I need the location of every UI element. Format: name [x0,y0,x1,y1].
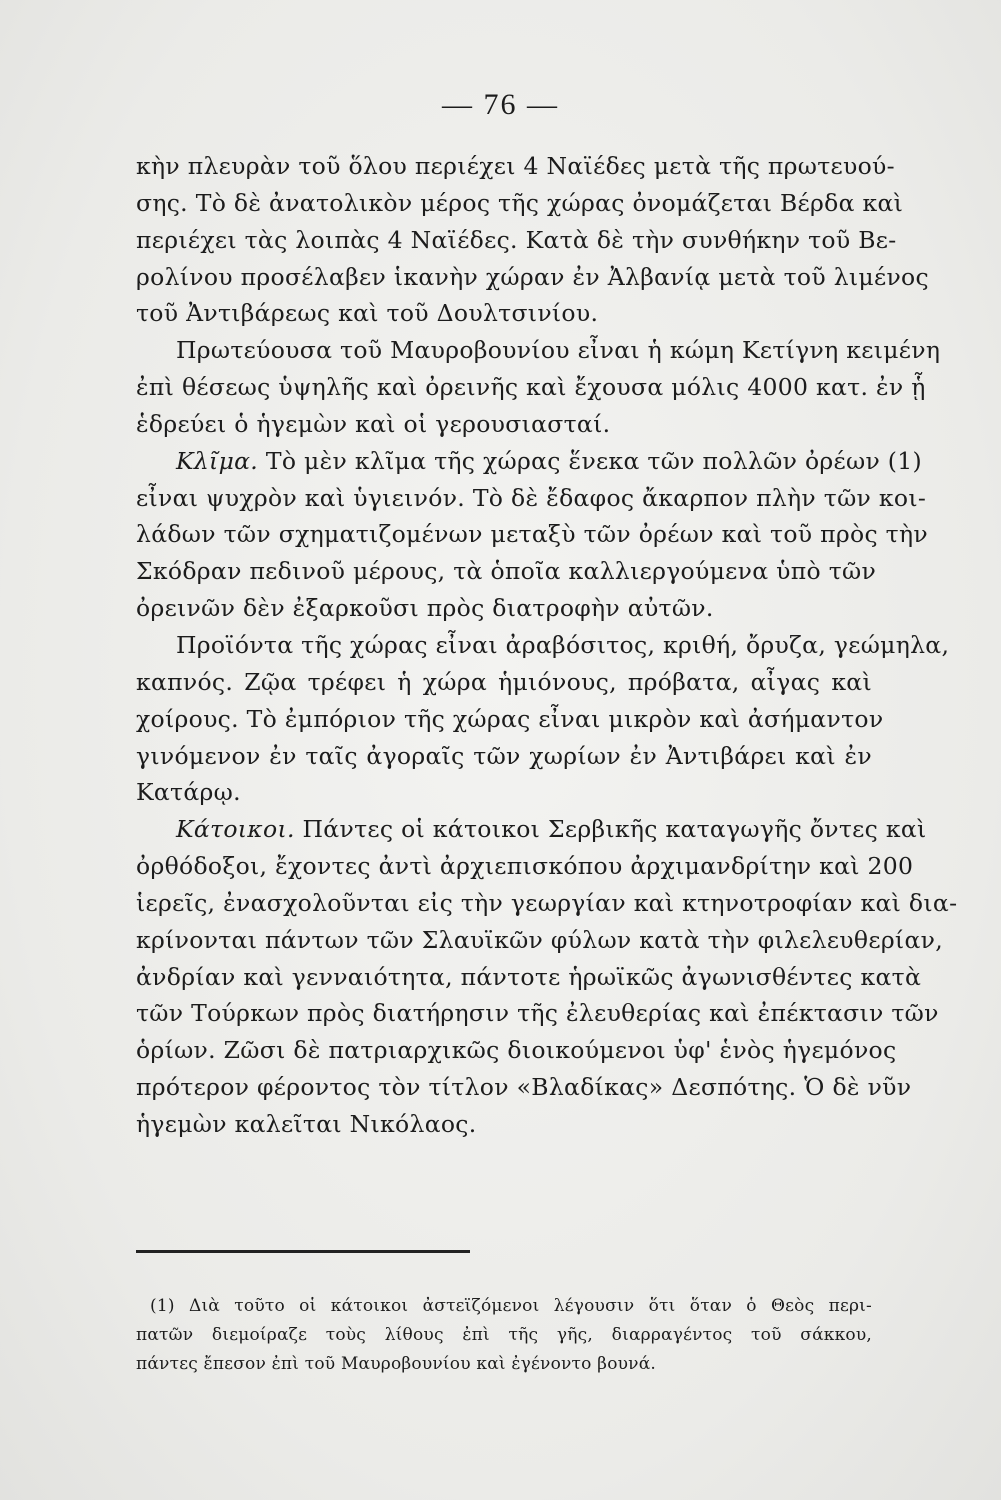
text-line: σης. Τὸ δὲ ἀνατολικὸν μέρος τῆς χώρας ὀνομάζεται Βέρδα καὶ [136,188,904,217]
text-line: χοίρους. Τὸ ἐμπόριον τῆς χώρας εἶναι μικρὸν καὶ ἀσήμαντον [136,704,884,733]
text-line: Σκόδραν πεδινοῦ μέρους, τὰ ὁποῖα καλλιεργούμενα ὑπὸ τῶν [136,557,877,586]
text-line: ἐπὶ θέσεως ὑψηλῆς καὶ ὀρεινῆς καὶ ἔχουσα μόλις 4000 κατ. ἐν ᾗ [136,373,926,402]
body-text [136,148,958,1143]
text-line: ἡγεμὼν καλεῖται Νικόλαος. [136,1109,477,1138]
text-line: Προϊόντα τῆς χώρας εἶναι ἀραβόσιτος, κριθή, ὄρυζα, γεώμηλα, [176,630,950,659]
footnote-line: πάντες ἔπεσον ἐπὶ τοῦ Μαυροβουνίου καὶ ἐγένοντο βουνά. [136,1354,656,1374]
text-line: γινόμενον ἐν ταῖς ἀγοραῖς τῶν χωρίων ἐν Ἀντιβάρει καὶ ἐν [136,741,872,770]
text-line: Κατάρῳ. [136,778,241,807]
text-line: τῶν Τούρκων πρὸς διατήρησιν τῆς ἐλευθερίας καὶ ἐπέκτασιν τῶν [136,999,939,1028]
text-line: ἱερεῖς, ἐνασχολοῦνται εἰς τὴν γεωργίαν καὶ κτηνοτροφίαν καὶ δια- [136,888,958,917]
footnote-divider [136,1250,470,1253]
section-heading-katoikoi: Κάτοικοι. [176,815,295,844]
text-line: τοῦ Ἀντιβάρεως καὶ τοῦ Δουλτσινίου. [136,299,599,328]
text-line: περιέχει τὰς λοιπὰς 4 Ναϊέδες. Κατὰ δὲ τὴν συνθήκην τοῦ Βε- [136,225,897,254]
text-line: ὀρεινῶν δὲν ἐξαρκοῦσι πρὸς διατροφὴν αὐτῶν. [136,594,714,623]
section-line-klima [136,443,922,480]
page-number: — 76 — [442,88,559,121]
text-line: Πάντες οἱ κάτοικοι Σερβικῆς καταγωγῆς ὄντες καὶ [302,815,927,844]
text-line: ἀνδρίαν καὶ γενναιότητα, πάντοτε ἡρωϊκῶς ἀγωνισθέντες κατὰ [136,962,922,991]
section-line-katoikoi [136,811,927,848]
text-line: λάδων τῶν σχηματιζομένων μεταξὺ τῶν ὀρέων καὶ τοῦ πρὸς τὴν [136,520,928,549]
text-line: Πρωτεύουσα τοῦ Μαυροβουνίου εἶναι ἡ κώμη Κετίγνη κειμένη [176,336,941,365]
text-line: ἑδρεύει ὁ ἡγεμὼν καὶ οἱ γερουσιασταί. [136,409,611,438]
footnote-line: (1) Διὰ τοῦτο οἱ κάτοικοι ἀστεϊζόμενοι λέγουσιν ὅτι ὅταν ὁ Θεὸς περι- [150,1296,872,1316]
text-line: ὀρθόδοξοι, ἔχοντες ἀντὶ ἀρχιεπισκόπου ἀρχιμανδρίτην καὶ 200 [136,852,914,881]
text-line: ρολίνου προσέλαβεν ἱκανὴν χώραν ἐν Ἀλβανίᾳ μετὰ τοῦ λιμένος [136,262,929,291]
footnote [136,1292,872,1379]
footnote-line: πατῶν διεμοίραζε τοὺς λίθους ἐπὶ τῆς γῆς, διαρραγέντος τοῦ σάκκου, [136,1325,872,1345]
text-line: κρίνονται πάντων τῶν Σλαυϊκῶν φύλων κατὰ τὴν φιλελευθερίαν, [136,925,943,954]
text-line: κὴν πλευρὰν τοῦ ὅλου περιέχει 4 Ναϊέδες μετὰ τῆς πρωτευού- [136,152,895,180]
section-heading-klima: Κλῖμα. [176,446,259,475]
text-line: εἶναι ψυχρὸν καὶ ὑγιεινόν. Τὸ δὲ ἔδαφος ἄκαρπον πλὴν τῶν κοι- [136,483,927,512]
text-line: ὁρίων. Ζῶσι δὲ πατριαρχικῶς διοικούμενοι ὑφ' ἑνὸς ἡγεμόνος [136,1036,897,1065]
text-line: πρότερον φέροντος τὸν τίτλον «Βλαδίκας» Δεσπότης. Ὁ δὲ νῦν [136,1073,912,1102]
text-line: Τὸ μὲν κλῖμα τῆς χώρας ἕνεκα τῶν πολλῶν ὀρέων (1) [265,446,922,475]
text-line: καπνός. Ζῷα τρέφει ἡ χώρα ἡμιόνους, πρόβατα, αἶγας καὶ [136,667,872,696]
